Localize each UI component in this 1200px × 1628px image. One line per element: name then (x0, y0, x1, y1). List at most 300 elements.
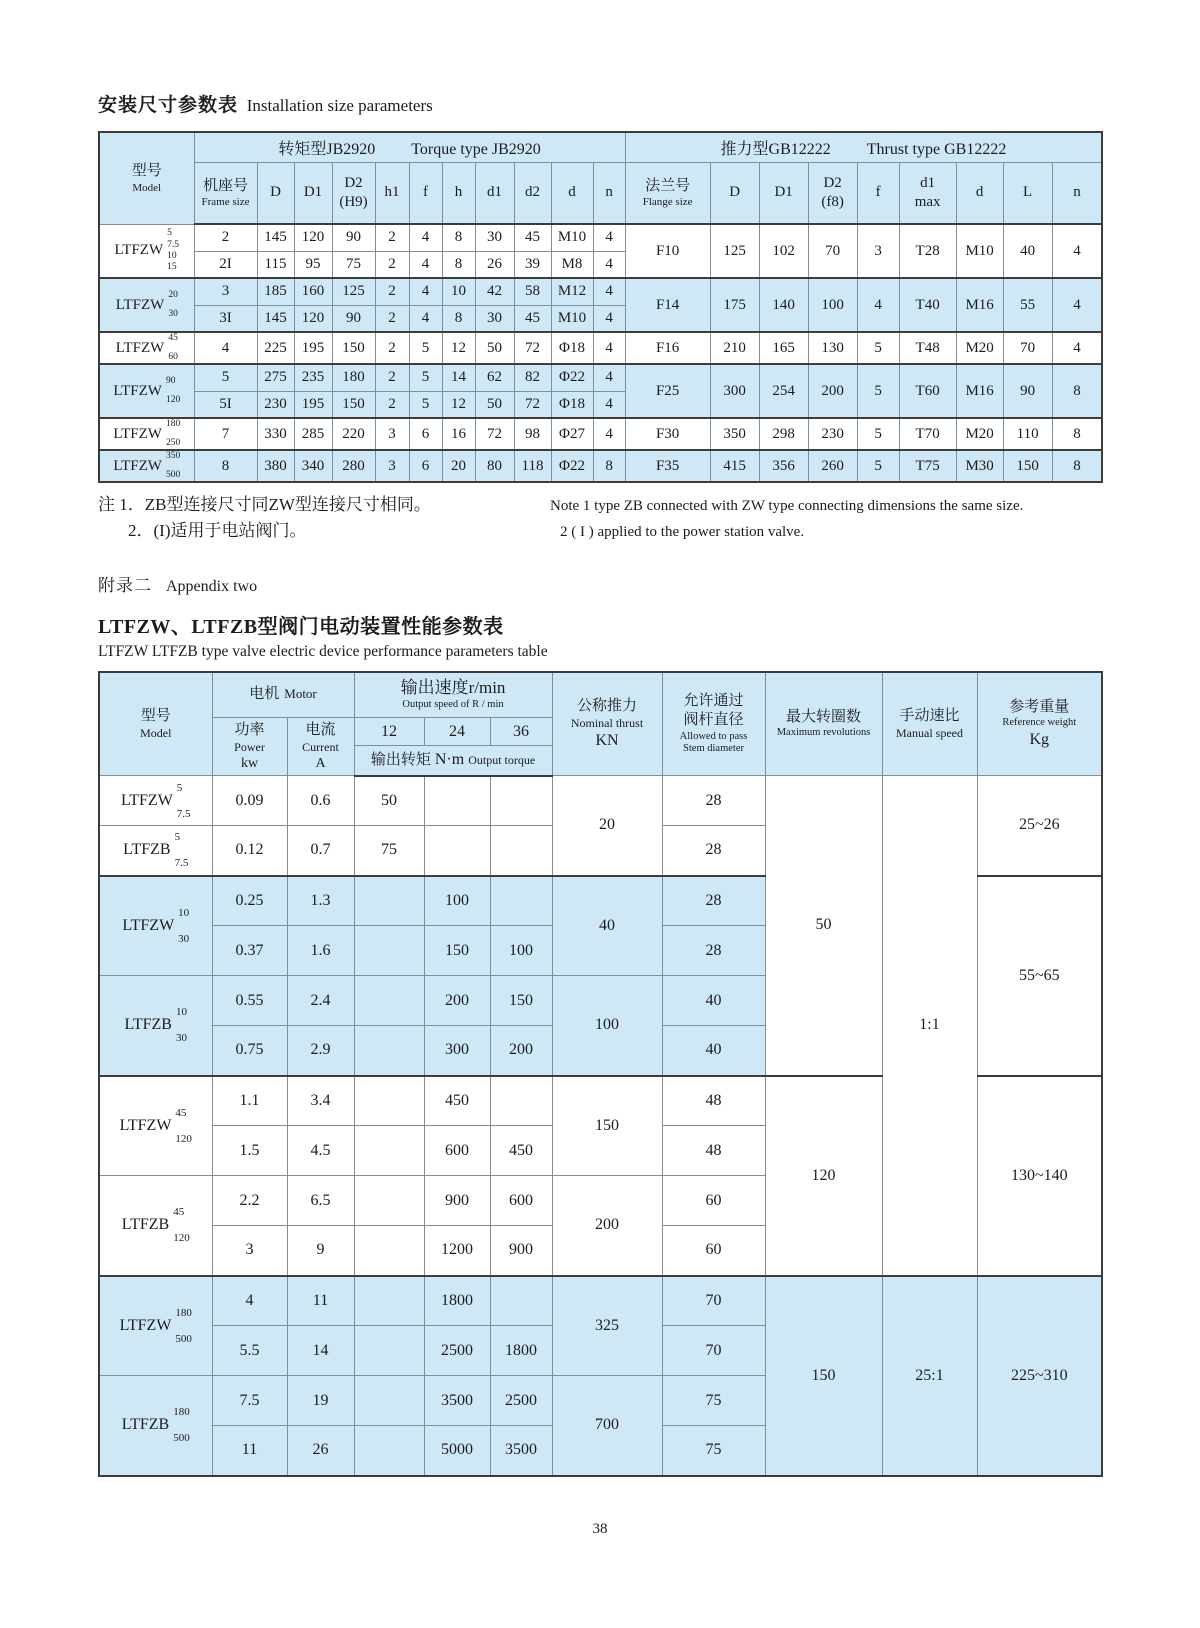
model-label (100, 831, 212, 869)
value-cell: T75 (899, 450, 956, 482)
value-cell: 12 (442, 391, 475, 418)
value-cell: 450 (490, 1126, 552, 1176)
model-size-sup: 180 (175, 1306, 192, 1319)
nominal-thrust-en: Nominal thrust (570, 716, 644, 731)
value-cell: 900 (424, 1176, 490, 1226)
speed-column-header: 36 (490, 718, 552, 746)
value-cell: 4 (212, 1276, 287, 1326)
column-header-symbol: (f8) (821, 193, 844, 210)
table-row (99, 364, 1102, 391)
nominal-thrust-zh: 公称推力 (577, 697, 638, 714)
column-header (808, 162, 857, 224)
value-cell: 5 (409, 332, 442, 364)
value-cell: 6.5 (287, 1176, 354, 1226)
value-cell: 2 (375, 305, 409, 332)
value-cell: M12 (551, 278, 593, 305)
model-cell (99, 1376, 212, 1476)
value-cell: F25 (625, 364, 710, 418)
value-cell: 2I (194, 251, 257, 278)
thrust-cell: 100 (552, 976, 662, 1076)
model-size: 90 (165, 376, 176, 386)
model-cell (99, 1076, 212, 1176)
table-header-row (99, 132, 1102, 162)
value-cell: 5 (857, 418, 899, 450)
column-header-symbol: h (454, 184, 463, 201)
column-header (375, 162, 409, 224)
stem-en: Allowed to pass (679, 730, 748, 742)
performance-parameters-table (98, 671, 1103, 1477)
value-cell: 7.5 (212, 1376, 287, 1426)
value-cell: 5.5 (212, 1326, 287, 1376)
stem-diameter-cell: 48 (662, 1126, 765, 1176)
value-cell: 55 (1003, 278, 1052, 332)
model-size-sup: 5 (174, 831, 181, 844)
value-cell: 75 (332, 251, 375, 278)
value-cell: 2.2 (212, 1176, 287, 1226)
value-cell: 4 (1052, 332, 1102, 364)
value-cell: 2.9 (287, 1026, 354, 1076)
value-cell: 350 (710, 418, 759, 450)
value-cell (354, 1126, 424, 1176)
value-cell: 8 (194, 450, 257, 482)
manual-speed-cell: 1:1 (882, 776, 977, 1276)
weight-cell: 25~26 (977, 776, 1102, 876)
value-cell: F14 (625, 278, 710, 332)
note-line-2 (98, 518, 1102, 544)
value-cell: 4 (857, 278, 899, 332)
value-cell: 90 (332, 224, 375, 251)
thrust-cell: 325 (552, 1276, 662, 1376)
model-size-stack (168, 333, 178, 363)
model-label (100, 333, 194, 363)
value-cell (354, 926, 424, 976)
model-size-stack (166, 451, 180, 481)
model-size-stack (176, 1006, 187, 1044)
value-cell: F16 (625, 332, 710, 364)
column-header (759, 162, 808, 224)
value-cell: Φ22 (551, 450, 593, 482)
thrust-group-header (625, 132, 1102, 162)
value-cell: 3500 (490, 1426, 552, 1476)
value-cell: 1800 (490, 1326, 552, 1376)
value-cell: 0.25 (212, 876, 287, 926)
output-torque-en: Output torque (468, 752, 536, 767)
model-size-sub: 120 (173, 1232, 190, 1245)
value-cell: 1.5 (212, 1126, 287, 1176)
value-cell: 90 (1003, 364, 1052, 418)
value-cell: 1.6 (287, 926, 354, 976)
model-cell (99, 278, 194, 332)
thrust-cell: 700 (552, 1376, 662, 1476)
value-cell: 4 (1052, 278, 1102, 332)
value-cell: 2 (375, 278, 409, 305)
model-size-sub: 120 (175, 1132, 192, 1145)
section1-title-zh: 安装尺寸参数表 (98, 95, 239, 116)
value-cell: T28 (899, 224, 956, 278)
column-header-zh: 法兰号 (645, 177, 691, 194)
power-zh: 功率 (234, 721, 265, 738)
value-cell: 165 (759, 332, 808, 364)
value-cell: F10 (625, 224, 710, 278)
value-cell: 8 (1052, 418, 1102, 450)
value-cell: 200 (490, 1026, 552, 1076)
model-label (100, 451, 194, 481)
column-header-symbol: n (605, 184, 613, 201)
model-size-sub: 500 (173, 1432, 190, 1445)
value-cell: M30 (956, 450, 1003, 482)
model-cell (99, 418, 194, 450)
table-row (99, 224, 1102, 251)
model-name: LTFZW (119, 1316, 172, 1334)
value-cell (490, 876, 552, 926)
value-cell: 4 (593, 251, 625, 278)
value-cell: 19 (287, 1376, 354, 1426)
column-header (294, 162, 332, 224)
value-cell: 200 (808, 364, 857, 418)
speed-column-header: 24 (424, 718, 490, 746)
stem-diameter-cell: 28 (662, 876, 765, 926)
page-content (98, 0, 1102, 1538)
model-cell (99, 332, 194, 364)
value-cell: 42 (475, 278, 514, 305)
column-header-symbol: h1 (384, 184, 400, 201)
value-cell: 3I (194, 305, 257, 332)
output-torque-header (354, 746, 552, 776)
note2-zh: 2．(I)适用于电站阀门。 (128, 521, 307, 541)
value-cell: 4 (409, 305, 442, 332)
value-cell (490, 826, 552, 876)
value-cell: 72 (475, 418, 514, 450)
value-cell: 11 (287, 1276, 354, 1326)
notes-block (98, 492, 1102, 545)
value-cell: 4 (409, 278, 442, 305)
value-cell: 300 (424, 1026, 490, 1076)
value-cell: 225 (257, 332, 294, 364)
appendix-en: Appendix two (166, 577, 258, 595)
model-header (99, 132, 194, 224)
value-cell (354, 1026, 424, 1076)
current-header (287, 718, 354, 776)
model-size-sup: 45 (175, 1106, 187, 1119)
value-cell: 210 (710, 332, 759, 364)
model-size: 350 (165, 451, 181, 461)
model-label (100, 1107, 212, 1145)
value-cell: 220 (332, 418, 375, 450)
note-line-1 (98, 492, 1102, 518)
model-size-sup: 10 (178, 906, 190, 919)
model-label (100, 228, 194, 273)
output-speed-en: Output speed of R / min (402, 698, 504, 710)
value-cell: 30 (475, 305, 514, 332)
column-header (514, 162, 551, 224)
value-cell: 20 (442, 450, 475, 482)
model-size-stack (168, 290, 178, 320)
weight-cell: 225~310 (977, 1276, 1102, 1476)
value-cell: 14 (287, 1326, 354, 1376)
value-cell: M10 (956, 224, 1003, 278)
model-name: LTFZW (113, 382, 162, 399)
value-cell: 40 (1003, 224, 1052, 278)
model-size: 250 (165, 437, 181, 448)
reference-weight-header (977, 672, 1102, 776)
value-cell: 900 (490, 1226, 552, 1276)
value-cell: 9 (287, 1226, 354, 1276)
model-label (100, 1006, 212, 1044)
column-header-symbol: d2 (525, 184, 540, 201)
value-cell: 356 (759, 450, 808, 482)
value-cell: 4.5 (287, 1126, 354, 1176)
model-size-sub: 7.5 (176, 807, 191, 820)
model-header-en: Model (132, 181, 162, 194)
value-cell: 115 (257, 251, 294, 278)
column-header (257, 162, 294, 224)
value-cell: 5 (857, 450, 899, 482)
value-cell: T40 (899, 278, 956, 332)
value-cell: 8 (442, 224, 475, 251)
value-cell: 72 (514, 332, 551, 364)
value-cell: 140 (759, 278, 808, 332)
value-cell: 5 (857, 364, 899, 418)
column-header-symbol: max (914, 193, 941, 210)
value-cell: 11 (212, 1426, 287, 1476)
thrust-group-zh: 推力型GB12222 (720, 140, 831, 158)
stem-diameter-header (662, 672, 765, 776)
value-cell: 2 (375, 364, 409, 391)
value-cell: 10 (442, 278, 475, 305)
value-cell: 3 (857, 224, 899, 278)
model-name: LTFZW (119, 1116, 172, 1134)
column-header-symbol: d (975, 184, 984, 201)
thrust-cell: 150 (552, 1076, 662, 1176)
model-size-stack (177, 782, 191, 820)
motor-header (212, 672, 354, 718)
output-torque-unit: N·m (434, 750, 465, 768)
value-cell (424, 826, 490, 876)
value-cell: 45 (514, 305, 551, 332)
value-cell: 82 (514, 364, 551, 391)
model-label (100, 907, 212, 945)
value-cell: 150 (332, 332, 375, 364)
value-cell (490, 1076, 552, 1126)
model-size: 500 (165, 469, 181, 480)
value-cell: 3 (194, 278, 257, 305)
thrust-cell: 40 (552, 876, 662, 976)
motor-header-en: Motor (284, 686, 317, 702)
value-cell: 30 (475, 224, 514, 251)
value-cell: 4 (593, 224, 625, 251)
column-header (956, 162, 1003, 224)
current-en: Current (302, 740, 339, 755)
value-cell: 2 (375, 224, 409, 251)
stem-diameter-cell: 40 (662, 1026, 765, 1076)
value-cell: M16 (956, 364, 1003, 418)
value-cell: 340 (294, 450, 332, 482)
value-cell: 26 (287, 1426, 354, 1476)
value-cell: 2 (375, 391, 409, 418)
model-size: 7.5 (167, 239, 179, 250)
column-header-symbol: d1 (920, 175, 936, 191)
value-cell: 230 (257, 391, 294, 418)
value-cell: 4 (409, 224, 442, 251)
value-cell: 118 (514, 450, 551, 482)
model-label (100, 1206, 212, 1244)
model-cell (99, 364, 194, 418)
value-cell: 4 (593, 418, 625, 450)
model-header (99, 672, 212, 776)
model-size-sub: 500 (175, 1332, 192, 1345)
model-size: 120 (165, 394, 181, 405)
model-name: LTFZW (113, 425, 162, 442)
value-cell: 380 (257, 450, 294, 482)
value-cell: 3 (375, 450, 409, 482)
value-cell: 450 (424, 1076, 490, 1126)
model-size: 10 (167, 250, 177, 261)
model-header-en: Model (140, 726, 172, 741)
value-cell (490, 1276, 552, 1326)
column-header (1003, 162, 1052, 224)
value-cell: 1.3 (287, 876, 354, 926)
manual-speed-zh: 手动速比 (899, 707, 960, 724)
column-header-symbol: (H9) (339, 193, 368, 210)
thrust-cell: 200 (552, 1176, 662, 1276)
value-cell: 3.4 (287, 1076, 354, 1126)
value-cell: 145 (257, 224, 294, 251)
value-cell: 6 (409, 450, 442, 482)
table-header-row (99, 162, 1102, 224)
table-row (99, 278, 1102, 305)
value-cell: 102 (759, 224, 808, 278)
value-cell: Φ18 (551, 332, 593, 364)
table-row (99, 418, 1102, 450)
model-size-stack (175, 1107, 192, 1145)
model-name: LTFZW (115, 339, 165, 356)
column-header-zh: 机座号 (202, 177, 248, 194)
model-size: 15 (167, 261, 177, 272)
value-cell: F30 (625, 418, 710, 450)
model-header-zh: 型号 (131, 163, 162, 180)
value-cell: 100 (424, 876, 490, 926)
value-cell: M10 (551, 305, 593, 332)
model-size-sup: 10 (175, 1006, 187, 1019)
table-row (99, 776, 1102, 826)
value-cell: 150 (424, 926, 490, 976)
model-name: LTFZW (114, 242, 164, 259)
output-speed-zh: 输出速度r/min (400, 678, 506, 698)
table-header-row (99, 672, 1102, 718)
value-cell: 3500 (424, 1376, 490, 1426)
model-size: 180 (165, 419, 181, 429)
table-row (99, 332, 1102, 364)
torque-group-zh: 转矩型JB2920 (278, 140, 376, 158)
value-cell: 50 (475, 332, 514, 364)
page-number: 38 (592, 1520, 608, 1537)
stem-diameter-cell: 75 (662, 1376, 765, 1426)
max-revolutions-en: Maximum revolutions (776, 727, 871, 739)
value-cell: 6 (409, 418, 442, 450)
column-header (710, 162, 759, 224)
stem-zh: 允许通过 (683, 692, 744, 709)
value-cell: 120 (294, 224, 332, 251)
model-size-sub: 30 (175, 1032, 187, 1045)
model-size-sub: 30 (178, 932, 190, 945)
column-header-symbol: L (1023, 184, 1033, 201)
value-cell: T60 (899, 364, 956, 418)
value-cell: 4 (593, 364, 625, 391)
revolutions-cell: 150 (765, 1276, 882, 1476)
column-header (593, 162, 625, 224)
model-header-zh: 型号 (140, 707, 171, 724)
value-cell: 4 (593, 278, 625, 305)
value-cell: 8 (442, 251, 475, 278)
thrust-cell: 20 (552, 776, 662, 876)
value-cell (354, 1326, 424, 1376)
value-cell: 298 (759, 418, 808, 450)
model-label (100, 290, 194, 320)
manual-speed-en: Manual speed (896, 726, 963, 741)
value-cell: 50 (475, 391, 514, 418)
model-size-stack (178, 907, 189, 945)
value-cell: M16 (956, 278, 1003, 332)
reference-weight-unit: Kg (1029, 730, 1050, 748)
value-cell: 8 (442, 305, 475, 332)
value-cell: 72 (514, 391, 551, 418)
value-cell: 3 (375, 418, 409, 450)
table-row (99, 1276, 1102, 1326)
value-cell: 130 (808, 332, 857, 364)
value-cell: 4 (409, 251, 442, 278)
stem-diameter-cell: 40 (662, 976, 765, 1026)
value-cell (490, 776, 552, 826)
value-cell: 12 (442, 332, 475, 364)
value-cell: 16 (442, 418, 475, 450)
revolutions-cell: 120 (765, 1076, 882, 1276)
value-cell: 5 (409, 364, 442, 391)
column-header (551, 162, 593, 224)
column-header (194, 162, 257, 224)
torque-group-en: Torque type JB2920 (411, 140, 541, 158)
table-row (99, 450, 1102, 482)
power-header (212, 718, 287, 776)
reference-weight-zh: 参考重量 (1009, 698, 1070, 715)
note1-en: Note 1 type ZB connected with ZW type connecting dimensions the same size. (550, 498, 1024, 514)
value-cell (354, 1376, 424, 1426)
current-zh: 电流 (305, 721, 336, 738)
value-cell: M20 (956, 332, 1003, 364)
appendix-zh: 附录二 (98, 575, 152, 595)
column-header-symbol: D (729, 184, 741, 201)
value-cell: 180 (332, 364, 375, 391)
model-cell (99, 1176, 212, 1276)
value-cell: 4 (593, 332, 625, 364)
value-cell: 125 (710, 224, 759, 278)
column-header (1052, 162, 1102, 224)
value-cell: 1.1 (212, 1076, 287, 1126)
value-cell (354, 1276, 424, 1326)
model-name: LTFZW (122, 916, 175, 934)
value-cell: 150 (490, 976, 552, 1026)
current-unit: A (315, 755, 326, 771)
value-cell: 0.7 (287, 826, 354, 876)
value-cell: M8 (551, 251, 593, 278)
value-cell: 7 (194, 418, 257, 450)
value-cell: 45 (514, 224, 551, 251)
value-cell: 70 (1003, 332, 1052, 364)
model-cell (99, 224, 194, 278)
model-name: LTFZW (113, 457, 162, 474)
nominal-thrust-unit: KN (595, 731, 619, 749)
value-cell: 235 (294, 364, 332, 391)
model-size-sup: 5 (176, 781, 183, 794)
